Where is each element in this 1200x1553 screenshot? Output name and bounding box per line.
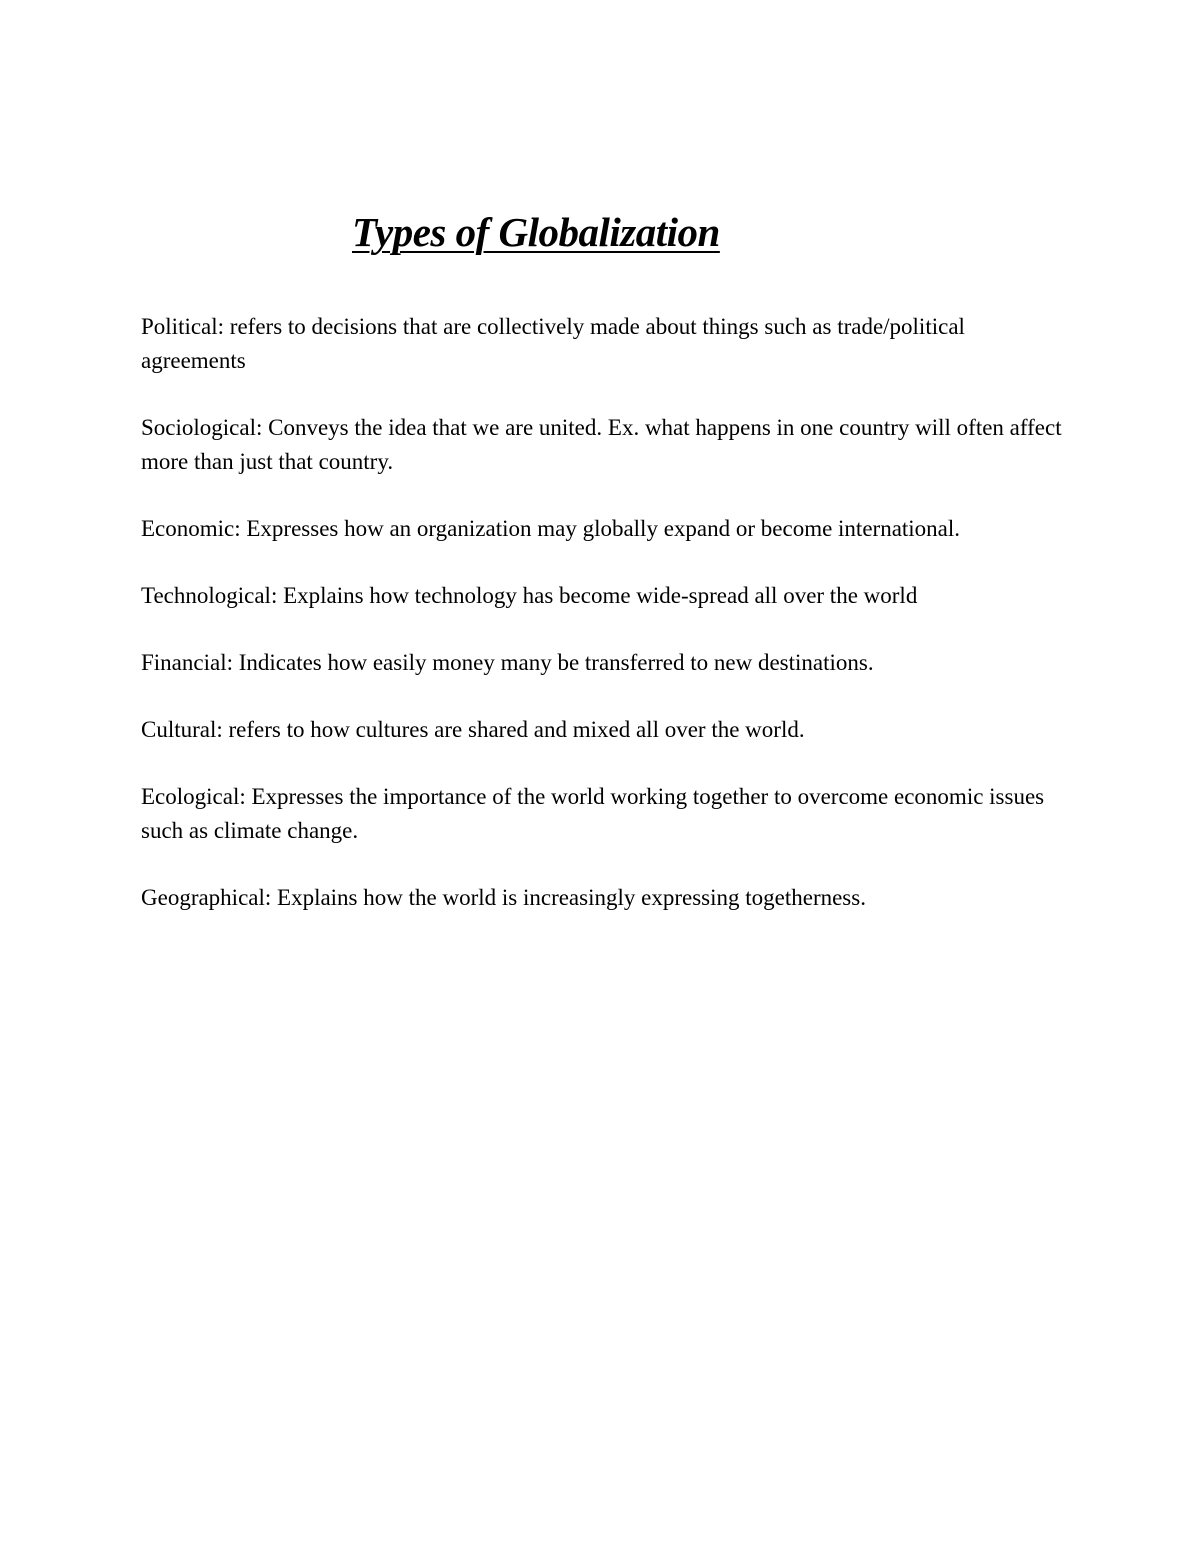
entry-ecological: Ecological: Expresses the importance of the world working together to overcome economic issues such as climate change.	[141, 784, 1045, 843]
document-title: Types of Globalization	[352, 209, 720, 255]
entry-political: Political: refers to decisions that are collectively made about things such as trade/political agreements	[141, 314, 965, 373]
entry-technological: Technological: Explains how technology has become wide-spread all over the world	[141, 583, 918, 608]
entry-sociological: Sociological: Conveys the idea that we are united. Ex. what happens in one country will often affect more than just that country.	[141, 415, 1062, 474]
entries-list	[141, 310, 1071, 948]
entry-cultural: Cultural: refers to how cultures are shared and mixed all over the world.	[141, 717, 805, 742]
entry-economic: Economic: Expresses how an organization may globally expand or become international.	[141, 516, 961, 541]
entry-geographical: Geographical: Explains how the world is increasingly expressing togetherness.	[141, 885, 866, 910]
entry-financial: Financial: Indicates how easily money many be transferred to new destinations.	[141, 650, 874, 675]
